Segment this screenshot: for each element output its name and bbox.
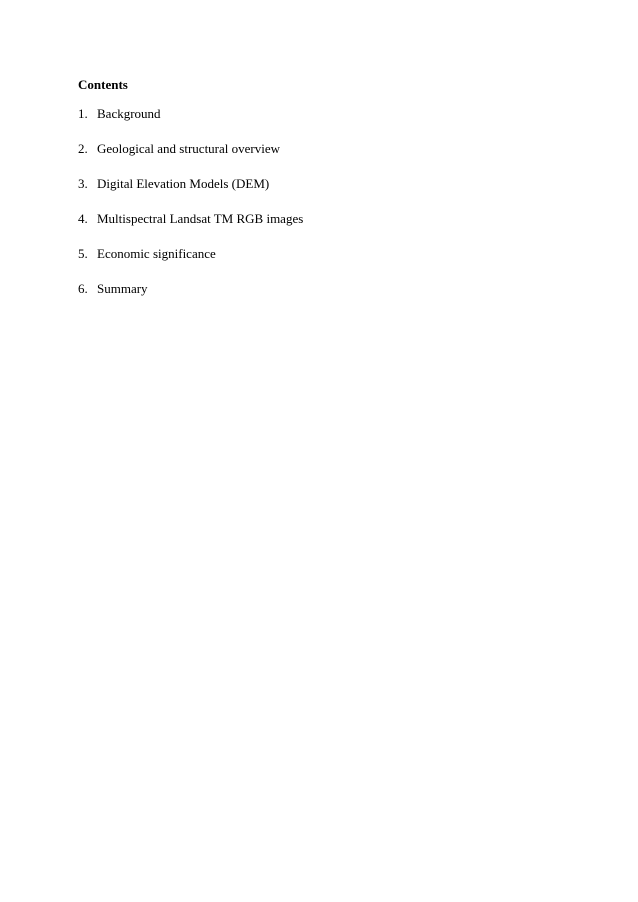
toc-item-economic-significance (78, 246, 303, 262)
toc-item-number: 5. (78, 246, 88, 261)
toc-item-title: Multispectral Landsat TM RGB images (97, 211, 304, 226)
table-of-contents (78, 106, 303, 316)
toc-item-number: 1. (78, 106, 88, 121)
toc-item-number: 6. (78, 281, 88, 296)
toc-item-background (78, 106, 303, 122)
toc-item-title: Background (97, 106, 161, 121)
toc-item-title: Summary (97, 281, 148, 296)
toc-item-title: Geological and structural overview (97, 141, 281, 156)
toc-item-number: 4. (78, 211, 88, 226)
toc-item-title: Digital Elevation Models (DEM) (97, 176, 270, 191)
contents-heading: Contents (78, 77, 128, 92)
toc-item-summary (78, 281, 303, 297)
toc-item-number: 2. (78, 141, 88, 156)
toc-item-geological-overview (78, 141, 303, 157)
toc-item-number: 3. (78, 176, 88, 191)
toc-item-landsat-images (78, 211, 303, 227)
toc-item-title: Economic significance (97, 246, 216, 261)
toc-item-dem (78, 176, 303, 192)
